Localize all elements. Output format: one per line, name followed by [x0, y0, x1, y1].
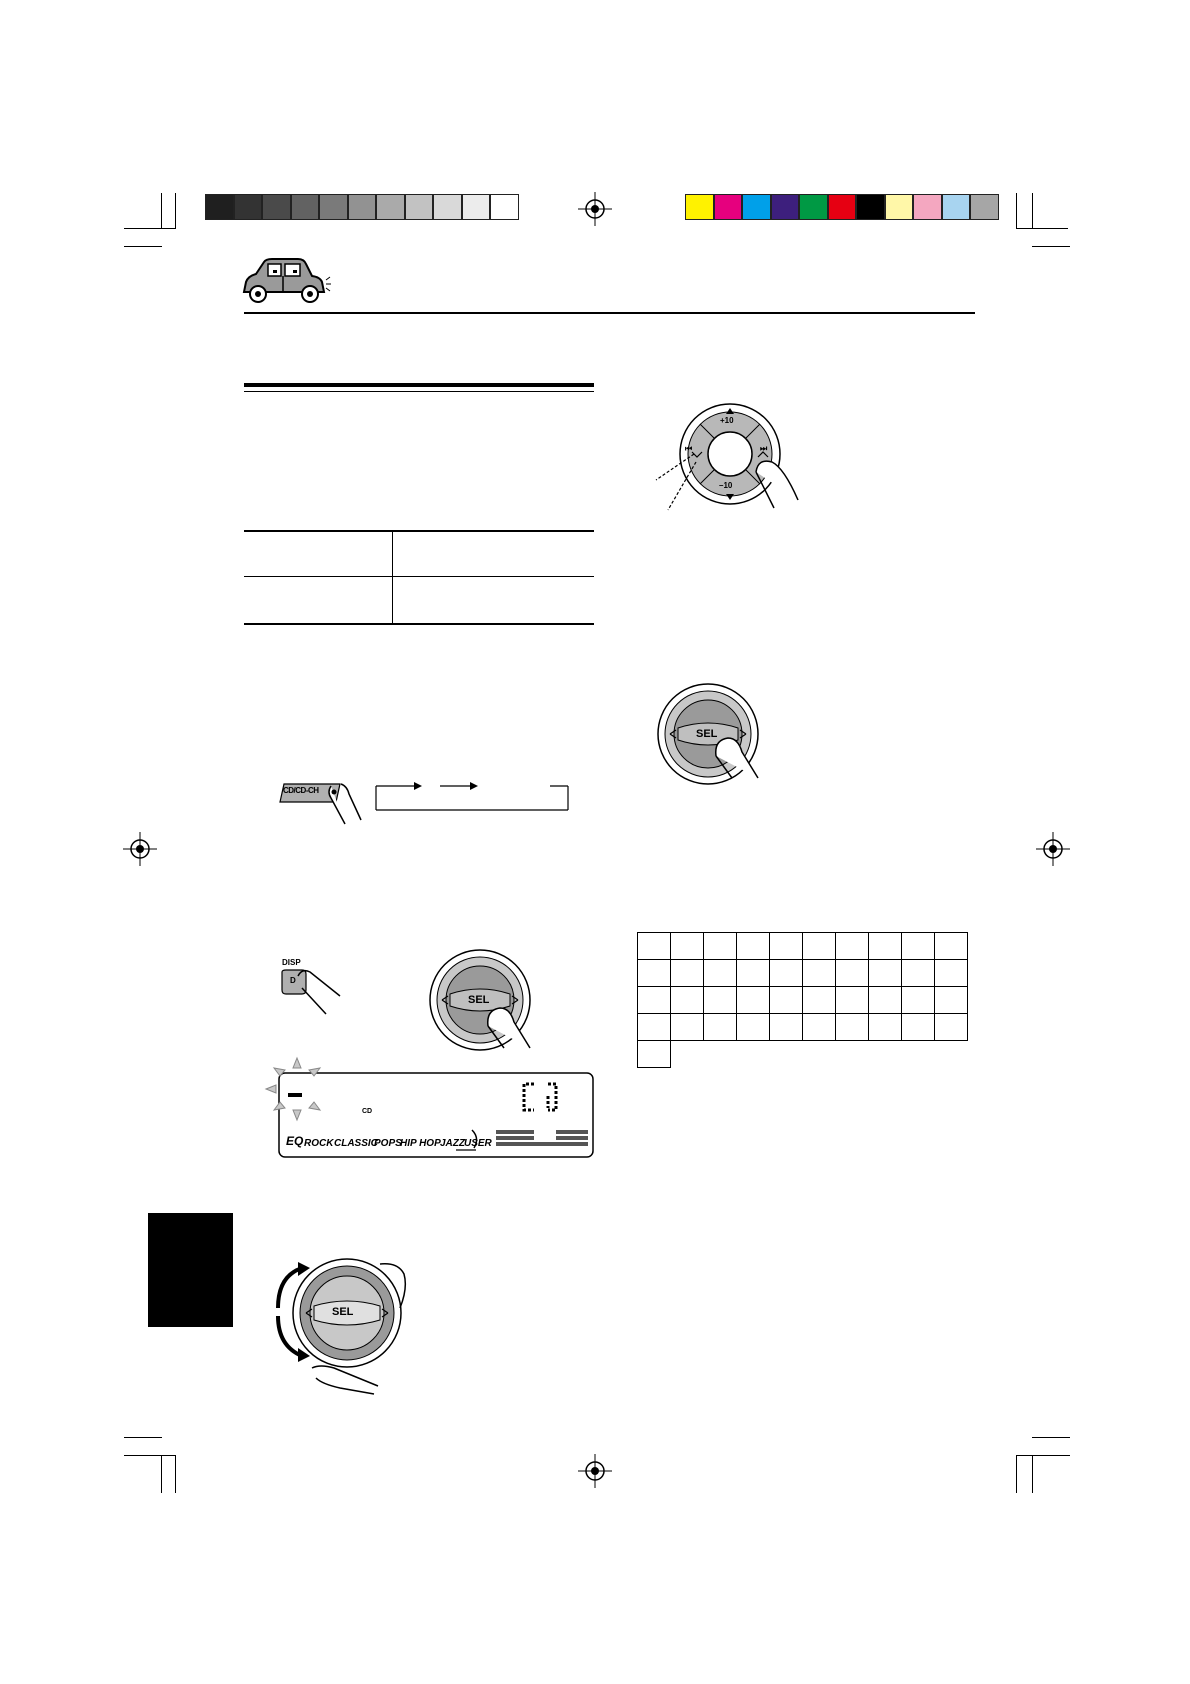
color-swatch	[462, 194, 491, 220]
grid-cell[interactable]	[670, 959, 704, 987]
eq-mode-jazz: JAZZ	[440, 1138, 465, 1149]
table-border	[244, 530, 594, 532]
skip-back-icon: ⏮	[685, 444, 693, 453]
grid-cell[interactable]	[637, 932, 671, 960]
pointing-finger-icon	[325, 780, 365, 830]
color-swatch	[262, 194, 291, 220]
color-swatch	[970, 194, 999, 220]
grid-cell[interactable]	[901, 986, 935, 1014]
grid-cell[interactable]	[736, 959, 770, 987]
pointing-finger-icon	[754, 456, 800, 512]
cd-button-label: CD/CD-CH	[283, 786, 319, 795]
grid-cell[interactable]	[736, 986, 770, 1014]
color-swatch	[234, 194, 263, 220]
color-swatch	[828, 194, 857, 220]
pointing-finger-icon	[484, 1000, 532, 1050]
grid-cell[interactable]	[703, 932, 737, 960]
header-rule	[244, 312, 975, 314]
color-swatch	[376, 194, 405, 220]
sel-label: SEL	[468, 994, 490, 1006]
pointing-finger-icon	[378, 1262, 412, 1312]
registration-mark-icon	[578, 192, 612, 226]
grid-cell[interactable]	[736, 932, 770, 960]
table-border	[244, 576, 594, 577]
crop-mark	[1032, 1455, 1033, 1493]
grid-cell[interactable]	[901, 1013, 935, 1041]
grid-cell[interactable]	[934, 932, 968, 960]
pointing-finger-icon	[296, 966, 342, 1016]
blink-indicator-icon	[264, 1056, 330, 1122]
grid-cell[interactable]	[802, 959, 836, 987]
plus10-label: +10	[720, 416, 734, 425]
eq-mode-user: USER	[464, 1138, 492, 1149]
grid-cell[interactable]	[670, 986, 704, 1014]
eq-mode-pops: POPS	[374, 1138, 402, 1149]
grid-cell[interactable]	[901, 932, 935, 960]
crop-mark	[124, 1437, 162, 1438]
grid-cell[interactable]	[802, 986, 836, 1014]
grid-cell[interactable]	[769, 959, 803, 987]
grid-cell[interactable]	[934, 1013, 968, 1041]
color-swatch	[856, 194, 885, 220]
grid-cell[interactable]	[868, 986, 902, 1014]
color-swatch	[714, 194, 743, 220]
color-swatch	[433, 194, 462, 220]
grid-cell[interactable]	[835, 932, 869, 960]
pointing-finger-icon	[712, 730, 760, 780]
color-swatch	[685, 194, 714, 220]
color-swatch	[913, 194, 942, 220]
disp-caption: DISP	[282, 958, 301, 967]
grid-cell[interactable]	[802, 932, 836, 960]
crop-mark	[1032, 246, 1070, 247]
grid-cell[interactable]	[901, 959, 935, 987]
color-swatch	[771, 194, 800, 220]
grid-cell[interactable]	[703, 959, 737, 987]
grid-cell[interactable]	[769, 1013, 803, 1041]
grid-cell[interactable]	[670, 1013, 704, 1041]
crop-mark	[161, 1455, 162, 1493]
crop-mark	[1016, 1455, 1070, 1456]
eq-mode-hiphop: HIP HOP	[400, 1138, 441, 1149]
color-swatch	[319, 194, 348, 220]
color-swatch	[942, 194, 971, 220]
disp-button-label: D	[290, 976, 296, 985]
crop-mark	[175, 1455, 176, 1493]
side-tab	[148, 1213, 233, 1327]
eq-mode-rock: ROCK	[304, 1138, 334, 1149]
crop-mark	[161, 193, 162, 228]
grid-cell[interactable]	[637, 959, 671, 987]
grid-cell[interactable]	[868, 1013, 902, 1041]
color-swatch	[885, 194, 914, 220]
minus10-label: –10	[719, 481, 733, 490]
pointing-finger-icon	[310, 1362, 380, 1396]
color-swatch	[205, 194, 234, 220]
car-icon	[240, 256, 330, 306]
grid-cell[interactable]	[769, 986, 803, 1014]
grid-cell[interactable]	[670, 932, 704, 960]
crop-mark	[124, 228, 176, 229]
crop-mark	[124, 246, 162, 247]
cd-indicator: CD	[362, 1108, 373, 1115]
grid-cell[interactable]	[703, 1013, 737, 1041]
crop-mark	[1016, 228, 1068, 229]
grid-cell[interactable]	[934, 959, 968, 987]
grid-cell[interactable]	[835, 1013, 869, 1041]
grid-cell[interactable]	[736, 1013, 770, 1041]
grid-cell[interactable]	[769, 932, 803, 960]
sel-label: SEL	[696, 728, 718, 740]
sel-label: SEL	[332, 1306, 354, 1318]
pointing-finger-icon	[654, 452, 698, 512]
crop-mark	[175, 193, 176, 228]
color-swatch	[291, 194, 320, 220]
color-swatch	[348, 194, 377, 220]
grid-cell[interactable]	[637, 1040, 671, 1068]
grid-cell[interactable]	[703, 986, 737, 1014]
color-swatch	[799, 194, 828, 220]
eq-mode-classic: CLASSIC	[334, 1138, 378, 1149]
source-cycle-arrows	[374, 778, 570, 812]
color-swatch	[490, 194, 519, 220]
grid-cell[interactable]	[637, 986, 671, 1014]
section-heading-rule	[244, 391, 594, 392]
grid-cell[interactable]	[868, 932, 902, 960]
crop-mark	[124, 1455, 176, 1456]
crop-mark	[1032, 193, 1033, 228]
table-border	[392, 530, 393, 624]
skip-forward-icon: ⏭	[760, 444, 768, 453]
crop-mark	[1016, 193, 1017, 228]
registration-mark-icon	[1036, 832, 1070, 866]
grid-cell[interactable]	[934, 986, 968, 1014]
crop-mark	[1032, 1437, 1070, 1438]
color-swatch	[742, 194, 771, 220]
grid-cell[interactable]	[802, 1013, 836, 1041]
grid-cell[interactable]	[637, 1013, 671, 1041]
crop-mark	[1016, 1455, 1017, 1493]
eq-label: EQ	[286, 1134, 304, 1148]
color-swatch	[405, 194, 434, 220]
grid-cell[interactable]	[835, 986, 869, 1014]
registration-mark-icon	[123, 832, 157, 866]
grid-cell[interactable]	[835, 959, 869, 987]
table-border	[244, 623, 594, 625]
registration-mark-icon	[578, 1454, 612, 1488]
section-heading-rule	[244, 383, 594, 387]
grid-cell[interactable]	[868, 959, 902, 987]
